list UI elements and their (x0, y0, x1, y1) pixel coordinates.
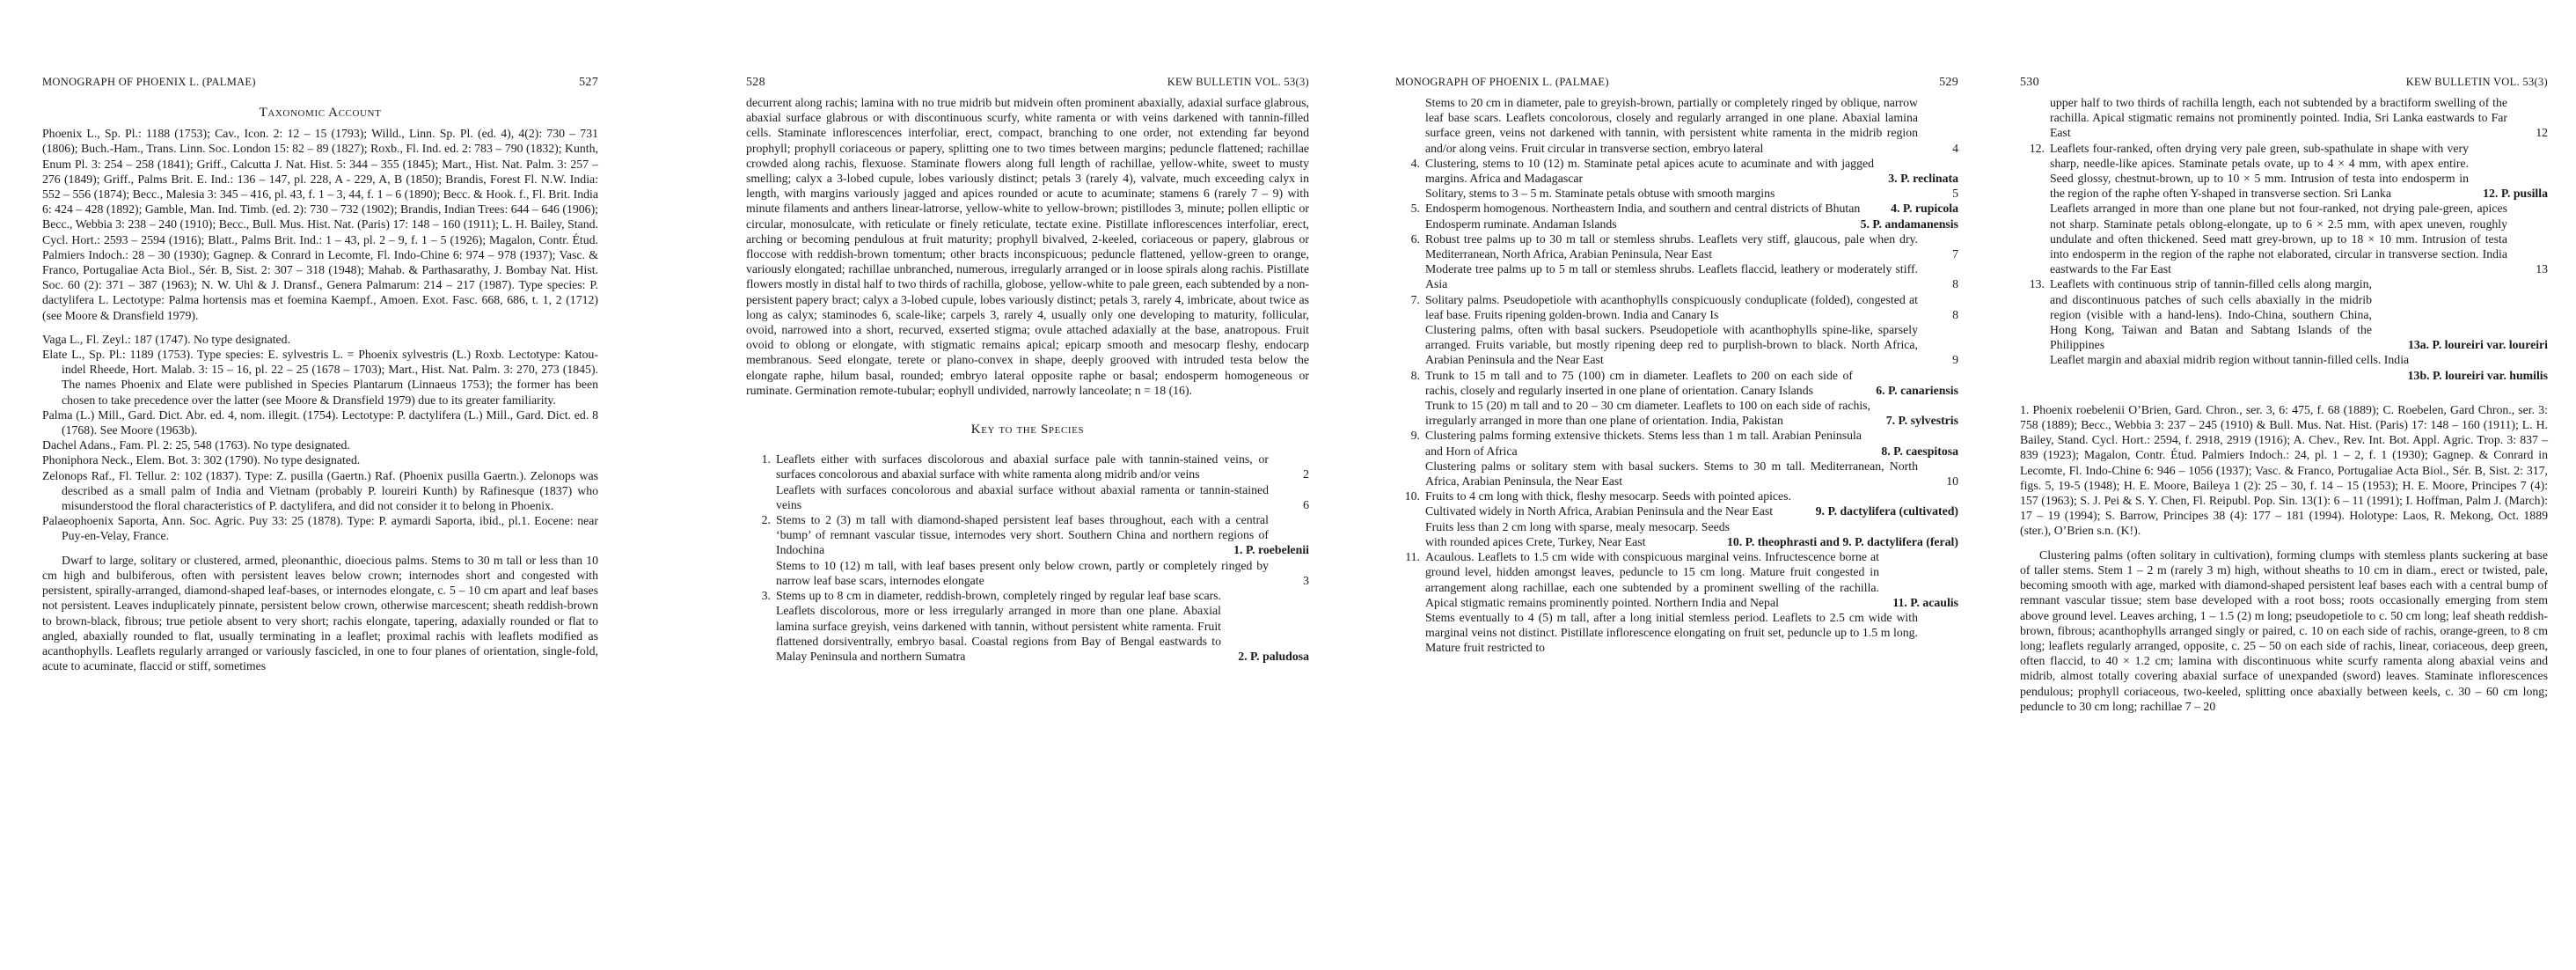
key-couplet: Endosperm ruminate. Andaman Islands 5. P. andamanensis (1425, 217, 1958, 231)
page-number: 527 (579, 76, 598, 89)
key-couplet: Clustering palms, often with basal suckers. Pseudopetiole with acanthophylls spine-like, sparsely arranged. Fruits variable, but mostly ripening deep red to purplish-brown to black. North Africa, Arabian Peninsula and the Near East 9 (1425, 323, 1958, 367)
key-couplet: Leaflet margin and abaxial midrib region without tannin-filled cells. India (2050, 353, 2410, 367)
key-couplet: Leaflets with surfaces concolorous and abaxial surface without abaxial ramenta or tannin-stained veins 6 (776, 482, 1309, 511)
key-couplet: 4. Clustering, stems to 10 (12) m. Staminate petal apices acute to acuminate and with jagged margins. Africa and Madagascar 3. P. reclinata (1410, 156, 1958, 186)
key-couplet: 8. Trunk to 15 m tall and to 75 (100) cm in diameter. Leaflets to 200 on each side of rachis, closely and regularly inserted in one plane of orientation. Canary Islands 6. P. canariensis (1410, 368, 1958, 397)
page-528 (746, 0, 1309, 970)
running-header (42, 76, 598, 93)
header-title: KEW BULLETIN VOL. 53(3) (1167, 76, 1309, 88)
running-header (746, 76, 1309, 93)
genus-paragraph: Phoenix L., Sp. Pl.: 1188 (1753); Cav., Icon. 2: 12 – 15 (1793); Willd., Linn. Sp. Pl. (ed. 4), 4(2): 730 – 731 (1806); Buch.-Ham., Trans. Linn. Soc. London 15: 82 – 89 (1827); Roxb., Fl. Ind. ed. 2: 783 – 790 (1832); Kunth, Enum Pl. 3: 254 – 258 (1841); Griff., Calcutta J. Nat. Hist. 5: 344 – 355 (1845); Mart., Hist. Nat. Palm. 3: 257 – 276 (1849); Griff., Palms Brit. E. Ind.: 136 – 147, pl. 228, A - 229, A, B (1850); Brandis, Forest Fl. N.W. India: 552 – 556 (1874); Becc., Malesia 3: 345 – 416, pl. 43, f. 1 – 3, 44, f. 1 – 6 (1890); Becc. & Hook. f., Fl. Brit. India 6: 424 – 428 (1892); Gamble, Man. Ind. Timb. (ed. 2): 730 – 732 (1902); Brandis, Indian Trees: 644 – 646 (1906); Becc., Webbia 3: 238 – 240 (1910); Becc., Bull. Mus. Hist. Nat. (Paris) 17: 148 – 160 (1911); L. H. Bailey, Stand. Cycl. Hort.: 2593 – 2594 (1916); Blatt., Palms Brit. Ind.: 1 – 43, pl. 2 – 9, f. 1 – 5 (1926); Magalon, Contr. Étud. Palmiers Indoch.: 28 – 30 (1930); Gagnep. & Conrard in Lecomte, Fl. Indo-Chine 6: 974 – 978 (1937); Vasc. & Franco, Portugaliae Acta Biol., Sér. B, Sist. 2: 307 – 318 (1948); Mahab. & Parthasarathy, J. Bombay Nat. Hist. Soc. 60 (2): 371 – 387 (1963); N. W. Uhl & J. Dransf., Genera Palmarum: 214 – 217 (1987). Type species: P. dactylifera L. Lectotype: Palma hortensis mas et foemina Kaempf., Amoen. Exot. Fasc. 668, 686, t. 1, 2 (1712) (see Moore & Dransfield 1979). (42, 127, 598, 322)
key-couplet: Solitary, stems to 3 – 5 m. Staminate petals obtuse with smooth margins 5 (1425, 187, 1958, 201)
running-header (2020, 76, 2548, 93)
synonym-paragraph: Palma (L.) Mill., Gard. Dict. Abr. ed. 4, nom. illegit. (1754). Lectotype: P. dactylifera (L.) Mill., Gard. Dict. ed. 8 (1768). See Moore (1963b). (42, 408, 598, 437)
section-heading: Taxonomic Account (259, 106, 382, 120)
key-couplet: 13. Leaflets with continuous strip of tannin-filled cells along margin, and discontinuous patches of such cells abaxially in the midrib region (visible with a hand-lens). Indo-China, southern China, Hong Kong, Taiwan and Batan and Sabtang Islands of the Philippines 13a. P. loureiri var. loureiri (2029, 277, 2548, 352)
header-title: KEW BULLETIN VOL. 53(3) (2405, 76, 2548, 88)
synonym-paragraph: Vaga L., Fl. Zeyl.: 187 (1747). No type designated. (42, 332, 291, 346)
page-530 (2020, 0, 2548, 970)
page-number: 530 (2020, 76, 2039, 89)
key-couplet: Moderate tree palms up to 5 m tall or stemless shrubs. Leaflets flaccid, leathery or moderately stiff. Asia 8 (1425, 262, 1958, 291)
synonym-paragraph: Phoniphora Neck., Elem. Bot. 3: 302 (1790). No type designated. (42, 453, 361, 467)
page-number: 528 (746, 76, 765, 89)
key-couplet: 6. Robust tree palms up to 30 m tall or stemless shrubs. Leaflets very stiff, glaucous, pale when dry. Mediterranean, North Africa, Arabian Peninsula, Near East 7 (1410, 231, 1958, 261)
key-couplet: Leaflets arranged in more than one plane but not four-ranked, not drying pale-green, apices not sharp. Staminate petals oblong-elongate, up to 6 × 2.5 mm, with apex uneven, roughly undulate and often thickened. Seed matt grey-brown, up to 18 × 10 mm. Intrusion of testa into endosperm in the region of the raphe not elaborated, circular in transverse section. India eastwards to the Far East 13 (2050, 202, 2548, 276)
key-couplet: 1. Leaflets either with surfaces discolorous and abaxial surface pale with tannin-stained veins, or surfaces concolorous and abaxial surface with white ramenta along midrib and/or veins 2 (761, 452, 1309, 481)
page-body (1395, 95, 1958, 656)
key-couplet: upper half to two thirds of rachilla length, each not subtended by a bractiform swelling of the rachilla. Apical stigmatic remains not prominently pointed. India, Sri Lanka eastwards to Far East 12 (2050, 96, 2548, 140)
key-couplet: 2. Stems to 2 (3) m tall with diamond-shaped persistent leaf bases throughout, each with a central ‘bump’ of remnant vascular tissue, internodes very short. Southern China and northern regions of Indochina 1. P. roebelenii (761, 513, 1309, 557)
synonym-paragraph: Dachel Adans., Fam. Pl. 2: 25, 548 (1763). No type designated. (42, 438, 350, 452)
page-number: 529 (1939, 76, 1958, 89)
key-couplet: 5. Endosperm homogenous. Northeastern India, and southern and central districts of Bhutan 4. P. rupicola (1410, 202, 1958, 216)
description-paragraph: decurrent along rachis; lamina with no true midrib but midvein often prominent abaxially, adaxial surface glabrous, abaxial surface glabrous or with discontinuous scurfy, white ramenta or with veins darkened with tannin-filled cells. Staminate inflorescences interfoliar, erect, compact, branching to one order, not extending far beyond prophyll; prophyll coriaceous or papery, splitting one to two times between margins; peduncle flattened; rachillae crowded along rachis, flexuose. Staminate flowers along full length of rachillae, yellow-white, sweet to musty smelling; calyx a 3-lobed cupule, lobes variously distinct; petals 3 (rarely 4), valvate, much exceeding calyx in length, with margins variously jagged and apices rounded or acute to acuminate; stamens 6 (rarely 7 – 9) with minute filaments and anthers linear-latrorse, yellow-white to yellow-brown; pistillodes 3, minute; pollen elliptic or circular, monosulcate, with reticulate or finely reticulate, tectate exine. Pistillate inflorescences interfoliar, erect, arching or becoming pendulous at fruit maturity; prophyll bivalved, 2-keeled, coriaceous or papery, glabrous or floccose with reddish-brown tomentum; other bracts inconspicuous; peduncle flattened, yellow-green to orange, variously elongated; rachillae unbranched, numerous, irregularly arranged or in loose spirals along rachis. Pistillate flowers mostly in distal half to two thirds of rachilla, globose, yellow-white to pale green, each subtended by a non-persistent papery bract; calyx a 3-lobed cupule, lobes variously distinct; petals 3, rarely 4, imbricate, about twice as long as calyx; staminodes 6, scale-like; carpels 3, rarely 4, usually only one developing to maturity, follicular, ovoid, narrowed into a short, recurved, exserted stigma; ovule attached adaxially at the base, anatropous. Fruit ovoid to oblong or elongate, with stigmatic remains apical; epicarp smooth and mesocarp fleshy, endocarp membranous. Seed elongate, terete or plano-convex in shape, deeply grooved with intruded testa below the elongate raphe, hilum basal, rounded; embryo lateral opposite raphe or basal; endosperm homogeneous or ruminate. Germination remote-tubular; eophyll undivided, narrowly lanceolate; n = 18 (16). (746, 96, 1309, 397)
key-couplet: Stems eventually to 4 (5) m tall, after a long initial stemless period. Leaflets to 2.5 cm wide with marginal veins not distinct. Pistillate inflorescence elongating on fruit set, peduncle up to 1.5 m long. Mature fruit restricted to (1425, 610, 1918, 655)
key-couplet: 3. Stems up to 8 cm in diameter, reddish-brown, completely ringed by regular leaf base scars. Leaflets discolorous, more or less irregularly arranged in more than one plane. Abaxial lamina surface greyish, veins darkened with tannin, without persistent white ramenta. Fruit flattened dorsiventrally, embryo basal. Coastal regions from Bay of Bengal eastwards to Malay Peninsula and northern Sumatra 2. P. paludosa (761, 589, 1309, 663)
synonym-paragraph: Elate L., Sp. Pl.: 1189 (1753). Type species: E. sylvestris L. = Phoenix sylvestris (L.) Roxb. Lectotype: Katou-indel Rheede, Hort. Malab. 3: 15 – 16, pl. 22 – 25 (1678 – 1703); Mart., Hist. Nat. Palm. 3: 270, 273 (1845). The names Phoenix and Elate were published in Species Plantarum (Linnaeus 1753); the former has been chosen to take precedence over the latter (see Moore & Dransfield 1979) due to its greater familiarity. (42, 348, 598, 407)
key-couplet: Stems to 10 (12) m tall, with leaf bases present only below crown, partly or completely ringed by narrow leaf base scars, internodes elongate 3 (776, 558, 1309, 587)
key-couplet: Clustering palms or solitary stem with basal suckers. Stems to 30 m tall. Mediterranean, North Africa, Arabian Peninsula, the Near East 10 (1425, 459, 1958, 489)
synonym-paragraph: Zelonops Raf., Fl. Tellur. 2: 102 (1837). Type: Z. pusilla (Gaertn.) Raf. (Phoenix pusilla Gaertn.). Zelonops was described as a small palm of India and Vietnam (probably P. loureiri Kunth) by Rafinesque (1837) who misunderstood the floral characteristics of P. dactylifera, and did not consider it to belong in Phoenix. (42, 468, 598, 513)
page-527 (42, 0, 598, 970)
key-couplet: Trunk to 15 (20) m tall and to 20 – 30 cm diameter. Leaflets to 100 on each side of rachis, irregularly arranged in more than one plane of orientation. India, Pakistan 7. P. sylvestris (1425, 399, 1958, 428)
key-couplet: 12. Leaflets four-ranked, often drying very pale green, sub-spathulate in shape with very sharp, needle-like apices. Staminate petals ovate, up to 4 × 4 mm, with apex entire. Seed glossy, chestnut-brown, up to 10 × 5 mm. Intrusion of testa into endosperm in the region of the raphe often Y-shaped in transverse section. Sri Lanka 12. P. pusilla (2029, 141, 2548, 201)
key-couplet: 11. Acaulous. Leaflets to 1.5 cm wide with conspicuous marginal veins. Infructescence borne at ground level, hidden amongst leaves, peduncle to 15 cm long. Mature fruit congested in arrangement along rachillae, each one subtended by a prominent swelling of the rachilla. Apical stigmatic remains prominently pointed. Northern India and Nepal 11. P. acaulis (1405, 550, 1958, 609)
synonym-paragraph: Palaeophoenix Saporta, Ann. Soc. Agric. Puy 33: 25 (1878). Type: P. aymardi Saporta, ibid., pl.1. Eocene: near Puy-en-Velay, France. (42, 514, 598, 543)
description-paragraph: Dwarf to large, solitary or clustered, armed, pleonanthic, dioecious palms. Stems to 30 m tall or less than 10 cm high and bulbiferous, often with persistent leaves below crown; internodes short and congested with persistent, spirally-arranged, diamond-shaped leaf-bases, or internodes elongate, c. 5 – 10 cm apart and leaf bases not persistent. Leaves induplicately pinnate, persistent below crown, otherwise marcescent; sheath reddish-brown to brown-black, fibrous; true petiole absent to very short; rachis elongate, tapering, adaxially rounded or flat to angled, abaxially rounded to flat, usually terminating in a leaflet; proximal rachis with leaflets modified as acanthophylls. Leaflets regularly arranged or variously fascicled, in one to four planes of orientation, single-fold, acute to acuminate, flaccid or stiff, sometimes (42, 553, 598, 673)
page-529 (1395, 0, 1958, 970)
header-title: MONOGRAPH OF PHOENIX L. (PALMAE) (42, 76, 256, 88)
key-couplet: 9. Clustering palms forming extensive thickets. Stems less than 1 m tall. Arabian Peninsula and Horn of Africa 8. P. caespitosa (1410, 429, 1958, 458)
key-couplet: 7. Solitary palms. Pseudopetiole with acanthophylls conspicuously conduplicate (folded), congested at leaf base. Fruits ripening golden-brown. India and Canary Is 8 (1410, 292, 1958, 321)
key-couplet: 13b. P. loureiri var. humilis (2407, 368, 2548, 382)
key-couplet: Stems to 20 cm in diameter, pale to greyish-brown, partially or completely ringed by oblique, narrow leaf base scars. Leaflets concolorous, closely and regularly arranged in one plane. Abaxial lamina surface green, veins not darkened with tannin, with persistent white ramenta in the midrib region and/or along veins. Fruit circular in transverse section, embryo lateral 4 (1425, 96, 1958, 155)
page-body (2020, 95, 2548, 714)
page-body (746, 95, 1309, 664)
running-header (1395, 76, 1958, 93)
section-heading: Key to the Species (970, 423, 1085, 437)
page-body (42, 100, 598, 673)
key-couplet: 10. Fruits to 4 cm long with thick, fleshy mesocarp. Seeds with pointed apices. Cultivated widely in North Africa, Arabian Peninsula and the Near East 9. P. dactylifera (cultivated) (1404, 489, 1958, 518)
species-citation-paragraph: 1. Phoenix roebelenii O’Brien, Gard. Chron., ser. 3, 6: 475, f. 68 (1889); C. Roebelen, Gard Chron., ser. 3: 758 (1889); Becc., Webbia 3: 237 – 245 (1910) & Bull. Mus. Nat. Hist. (Paris) 17: 148 – 160 (1911); L. H. Bailey, Stand. Cycl. Hort.: 2594, f. 2918, 2919 (1916); A. Chev., Rev. Int. Bot. Appl. Agric. Trop. 3: 837 – 839 (1923); Magalon, Contr. Étud. Palmiers Indoch.: 24, pl. 1 – 2, f. 1 (1930); Gagnep. & Conrard in Lecomte, Fl. Indo-Chine 6: 946 – 1056 (1937); Vasc. & Franco, Portugaliae Acta Biol., Sér. B, Sist. 2: 317, figs. 5, 19-5 (1948); H. E. Moore, Baileya 1 (2): 25 – 30, f. 14 – 15 (1953); H. E. Moore, Principes 7 (4): 157 (1963); S. J. Pei & S. Y. Chen, Fl. Reipubl. Pop. Sin. 13(1): 6 – 11 (1991); I. Hoffman, Palm J. (March): 17 – 19 (1994); S. Barrow, Principes 38 (4): 177 – 181 (1994). Holotype: Laos, R. Mekong, Oct. 1889 (ster.), O’Brien s.n. (K!). (2020, 402, 2548, 538)
description-paragraph: Clustering palms (often solitary in cultivation), forming clumps with stemless plants suckering at base of taller stems. Stem 1 – 2 m (rarely 3 m) high, without sheaths to 10 cm in diam., erect or twisted, pale, becoming smooth with age, marked with diamond-shaped persistent leaf bases each with a central bump of remnant vascular tissue; stem base developed with a root boss; roots occasionally emerging from stem above ground level. Leaves arching, 1 – 1.5 (2) m long; pseudopetiole to c. 50 cm long; leaf sheath reddish-brown, fibrous; acanthophylls arranged singly or paired, c. 10 on each side of rachis, orange-green, to 8 cm long; leaflets regularly arranged, opposite, c. 25 – 50 on each side of rachis, linear, coriaceous, deep green, often flaccid, to 40 × 1.2 cm; lamina with discontinuous white scurfy ramenta along abaxial veins and midrib, almost totally covering abaxial surface of unexpanded (sword) leaves. Staminate inflorescences pendulous; prophyll coriaceous, two-keeled, splitting once abaxially between keels, c. 30 – 60 cm long; peduncle to 30 cm long; rachillae 7 – 20 (2020, 547, 2548, 713)
key-couplet: Fruits less than 2 cm long with sparse, mealy mesocarp. Seeds with rounded apices Crete, Turkey, Near East 10. P. theophrasti and 9. P. dactylifera (feral) (1425, 519, 1958, 548)
header-title: MONOGRAPH OF PHOENIX L. (PALMAE) (1395, 76, 1609, 88)
